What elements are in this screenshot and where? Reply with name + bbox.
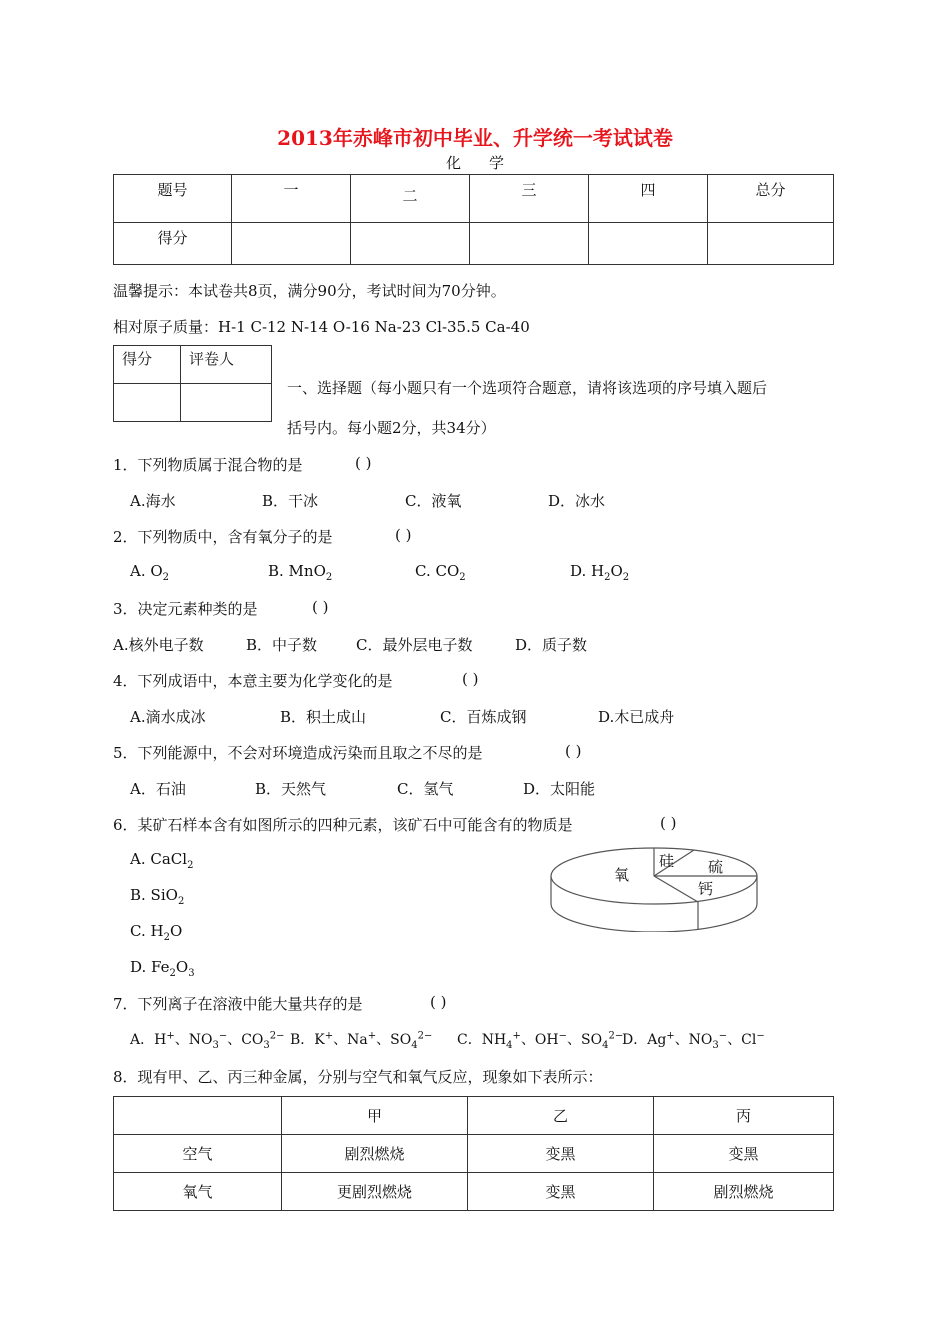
- metal-header-cell: 丙: [654, 1097, 834, 1135]
- question-1-stem: 1．下列物质属于混合物的是: [113, 456, 303, 474]
- score-header-cell: 题号: [114, 175, 232, 223]
- pie-label-oxygen: 氧: [614, 866, 630, 884]
- element-pie-figure: [548, 842, 760, 932]
- question-5-blank: ( ): [565, 742, 582, 760]
- question-6-option-c: C. $H_2O$: [130, 922, 183, 943]
- question-5-option-d: D．太阳能: [523, 780, 596, 798]
- question-6-option-b: B. SiO$_2$: [130, 886, 185, 907]
- question-7-option-c: C．$NH_4^+$、OH−、$SO_4^{2-}$: [457, 1030, 624, 1051]
- question-5-stem: 5．下列能源中，不会对环境造成污染而且取之不尽的是: [113, 744, 483, 762]
- question-6-blank: ( ): [660, 814, 677, 832]
- question-1-option-c: C．液氧: [405, 492, 462, 510]
- section-heading-line1: 一、选择题（每小题只有一个选项符合题意，请将该选项的序号填入题后: [287, 379, 768, 397]
- score-header-cell: 总分: [708, 175, 834, 223]
- question-1-blank: ( ): [355, 454, 372, 472]
- metal-cell: 剧烈燃烧: [654, 1173, 834, 1211]
- grader-name-label: 评卷人: [181, 346, 272, 384]
- question-6-option-a: A. CaCl$_2$: [130, 850, 194, 871]
- score-table: [113, 174, 834, 265]
- score-blank-cell: [232, 223, 351, 265]
- score-blank-cell: [589, 223, 708, 265]
- metal-table-row: [114, 1173, 834, 1211]
- score-blank-cell: [470, 223, 589, 265]
- question-5-option-c: C．氢气: [397, 780, 454, 798]
- exam-tip: 温馨提示：本试卷共8页，满分90分，考试时间为70分钟。: [113, 282, 506, 300]
- score-table-score-row: [114, 223, 834, 265]
- question-4-option-a: A.滴水成冰: [130, 708, 206, 726]
- score-header-cell: 三: [470, 175, 589, 223]
- question-7-option-b: B．K+、Na+、$SO_4^{2-}$: [290, 1030, 433, 1051]
- metal-row-label: 空气: [114, 1135, 282, 1173]
- pie-label-sulfur: 硫: [708, 858, 724, 876]
- score-row-label: 得分: [114, 223, 232, 265]
- section-heading-line2: 括号内。每小题2分，共34分）: [287, 419, 496, 437]
- question-3-option-c: C．最外层电子数: [356, 636, 473, 654]
- question-2-blank: ( ): [395, 526, 412, 544]
- question-3-option-a: A.核外电子数: [113, 636, 204, 654]
- question-4-option-c: C．百炼成钢: [440, 708, 527, 726]
- metal-header-cell: 甲: [282, 1097, 468, 1135]
- question-2-stem: 2．下列物质中，含有氧分子的是: [113, 528, 333, 546]
- question-2-option-c: C. $CO_2$: [415, 562, 466, 583]
- metal-cell: 剧烈燃烧: [282, 1135, 468, 1173]
- question-3-option-d: D．质子数: [515, 636, 588, 654]
- metal-cell: 变黑: [468, 1173, 654, 1211]
- metal-cell: 变黑: [654, 1135, 834, 1173]
- question-6-stem: 6．某矿石样本含有如图所示的四种元素，该矿石中可能含有的物质是: [113, 816, 573, 834]
- question-4-stem: 4．下列成语中，本意主要为化学变化的是: [113, 672, 393, 690]
- grader-blank-cell: [181, 384, 272, 422]
- question-5-option-b: B．天然气: [255, 780, 327, 798]
- question-2-option-a: A. $O_2$: [130, 562, 170, 583]
- metal-reaction-table: [113, 1096, 834, 1211]
- score-header-cell: 一: [232, 175, 351, 223]
- metal-header-cell: [114, 1097, 282, 1135]
- score-table-header-row: [114, 175, 834, 223]
- grader-score-label: 得分: [114, 346, 181, 384]
- exam-title: 2013年赤峰市初中毕业、升学统一考试试卷: [277, 126, 673, 150]
- pie-label-silicon: 硅: [659, 852, 675, 870]
- question-7-option-a: A．H+、$NO_3^-$、$CO_3^{2-}$: [130, 1030, 285, 1051]
- score-header-cell: 四: [589, 175, 708, 223]
- score-blank-cell: [351, 223, 470, 265]
- question-6-option-d: D. $Fe_2O_3$: [130, 958, 195, 979]
- metal-table-row: [114, 1135, 834, 1173]
- metal-cell: 更剧烈燃烧: [282, 1173, 468, 1211]
- metal-row-label: 氧气: [114, 1173, 282, 1211]
- question-4-option-d: D.木已成舟: [598, 708, 675, 726]
- question-1-option-b: B．干冰: [262, 492, 319, 510]
- question-4-option-b: B．积土成山: [280, 708, 367, 726]
- question-1-option-a: A.海水: [130, 492, 176, 510]
- question-8-stem: 8．现有甲、乙、丙三种金属，分别与空气和氧气反应，现象如下表所示：: [113, 1068, 603, 1086]
- question-3-option-b: B．中子数: [246, 636, 318, 654]
- exam-subject: 化学: [445, 154, 532, 172]
- question-3-blank: ( ): [312, 598, 329, 616]
- question-4-blank: ( ): [462, 670, 479, 688]
- grader-table: [113, 345, 272, 422]
- question-2-option-b: B. MnO$_2$: [268, 562, 333, 583]
- question-2-option-d: D. $H_2O_2$: [570, 562, 630, 583]
- pie-label-calcium: 钙: [698, 880, 714, 898]
- metal-cell: 变黑: [468, 1135, 654, 1173]
- question-3-stem: 3．决定元素种类的是: [113, 600, 258, 618]
- question-7-option-d: D．Ag+、$NO_3^-$、Cl−: [622, 1030, 765, 1051]
- atomic-mass-line: 相对原子质量：H-1 C-12 N-14 O-16 Na-23 Cl-35.5 Ca-40: [113, 318, 530, 336]
- metal-header-cell: 乙: [468, 1097, 654, 1135]
- score-header-cell: 二: [351, 175, 470, 223]
- grader-blank-cell: [114, 384, 181, 422]
- score-blank-cell: [708, 223, 834, 265]
- question-5-option-a: A．石油: [130, 780, 186, 798]
- question-7-stem: 7．下列离子在溶液中能大量共存的是: [113, 995, 363, 1013]
- question-1-option-d: D．冰水: [548, 492, 606, 510]
- question-7-blank: ( ): [430, 993, 447, 1011]
- metal-table-header-row: [114, 1097, 834, 1135]
